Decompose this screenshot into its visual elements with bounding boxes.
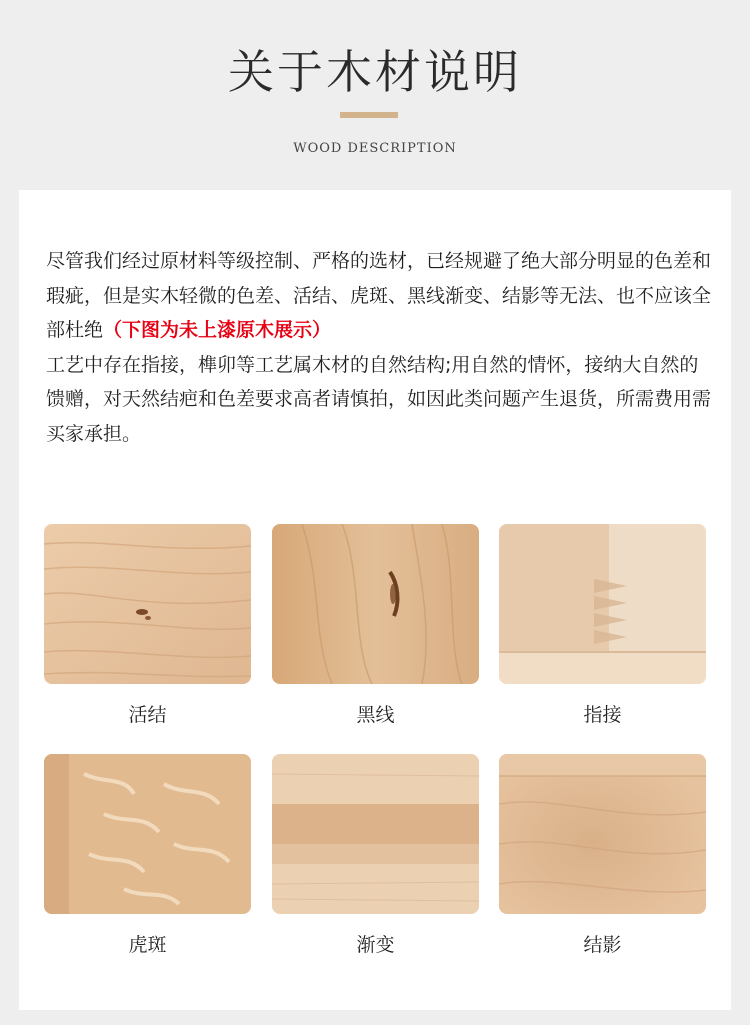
- sample-label: 虎斑: [128, 934, 167, 956]
- sample-label: 渐变: [356, 934, 395, 956]
- description-paragraph: [46, 244, 711, 451]
- wood-sample-grid: [44, 524, 706, 984]
- gradient-wood-photo: [272, 754, 479, 914]
- wood-sample-tiger-stripe: [44, 754, 251, 957]
- wood-sample-finger-joint: [499, 524, 706, 727]
- wood-sample-knot: [44, 524, 251, 727]
- tiger-stripe-wood-photo: [44, 754, 251, 914]
- description-text-2: 工艺中存在指接，榫卯等工艺属木材的自然结构;用自然的情怀，接纳大自然的馈赠，对天然结疤和色差要求高者请慎拍，如因此类问题产生退货，所需费用需买家承担。: [46, 353, 712, 445]
- sample-label: 结影: [583, 934, 622, 956]
- finger-joint-wood-photo: [499, 524, 706, 684]
- sample-label: 活结: [128, 704, 167, 726]
- knot-shadow-wood-photo: [499, 754, 706, 914]
- content-card: [19, 190, 731, 1010]
- sample-label: 黑线: [356, 704, 395, 726]
- dark-line-wood-photo: [272, 524, 479, 684]
- sample-label: 指接: [583, 704, 622, 726]
- wood-sample-gradient: [272, 754, 479, 957]
- knot-wood-photo: [44, 524, 251, 684]
- header: [0, 0, 750, 190]
- page-subtitle: WOOD DESCRIPTION: [293, 141, 457, 156]
- description-highlight: （下图为未上漆原木展示）: [103, 319, 332, 341]
- title-accent-bar: [340, 112, 398, 118]
- wood-sample-dark-line: [272, 524, 479, 727]
- page-title: 关于木材说明: [228, 45, 522, 99]
- description-text-1: 尽管我们经过原材料等级控制、严格的选材，已经规避了绝大部分明显的色差和瑕疵，但是实木轻微的色差、活结、虎斑、黑线渐变、结影等无法、也不应该全部杜绝: [46, 250, 712, 341]
- wood-sample-knot-shadow: [499, 754, 706, 957]
